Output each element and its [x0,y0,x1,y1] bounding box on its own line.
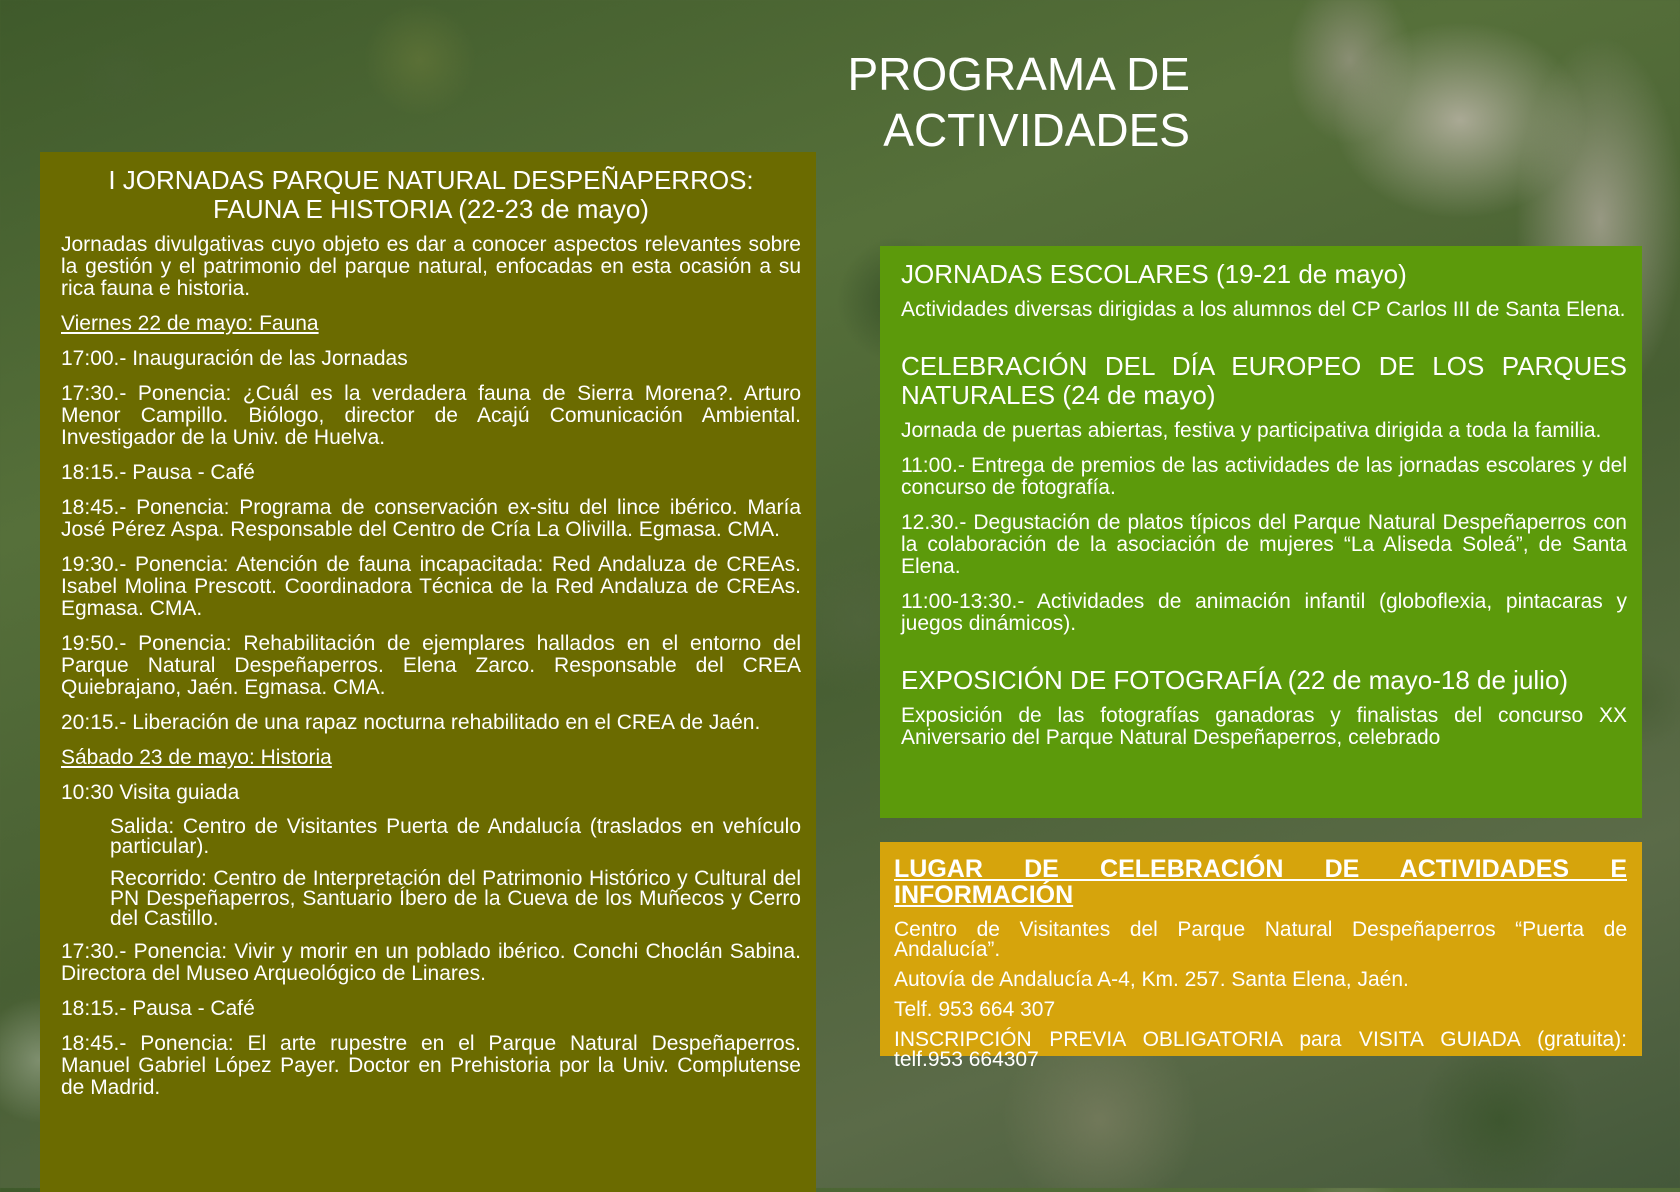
schedule-subitem: Recorrido: Centro de Interpretación del Patrimonio Histórico y Cultural del PN Despeñaperros, Santuario Íbero de la Cueva de los Muñecos y Cerro del Castillo. [110,867,801,930]
events-panel [880,246,1642,818]
day-2-heading: Sábado 23 de mayo: Historia [61,746,332,769]
schedule-item: 18:45.- Ponencia: El arte rupestre en el Parque Natural Despeñaperros. Manuel Gabriel López Payer. Doctor en Prehistoria por la Univ. Complutense de Madrid. [61,1032,801,1099]
location-phone: Telf. 953 664 307 [894,998,1056,1021]
schedule-item: 18:15.- Pausa - Café [61,461,255,484]
schedule-item: 17:30.- Ponencia: Vivir y morir en un poblado ibérico. Conchi Choclán Sabina. Directora del Museo Arqueológico de Linares. [61,940,801,985]
location-address: Autovía de Andalucía A-4, Km. 257. Santa Elena, Jaén. [894,968,1409,991]
spacer [901,334,1627,352]
title-line-1: PROGRAMA DE [847,48,1190,100]
day-1-heading: Viernes 22 de mayo: Fauna [61,312,319,335]
jornadas-heading-line-1: I JORNADAS PARQUE NATURAL DESPEÑAPERROS: [108,165,754,195]
dia-europeo-item: 11:00.- Entrega de premios de las actividades de las jornadas escolares y del concurso de fotografía. [901,454,1627,499]
location-heading: LUGAR DE CELEBRACIÓN DE ACTIVIDADES E INFORMACIÓN [894,855,1627,909]
schedule-item: 17:00.- Inauguración de las Jornadas [61,347,408,370]
schedule-subitem: Salida: Centro de Visitantes Puerta de Andalucía (traslados en vehículo particular). [110,815,801,858]
spacer [901,648,1627,666]
schedule-item: 20:15.- Liberación de una rapaz nocturna rehabilitado en el CREA de Jaén. [61,711,761,734]
jornadas-escolares-text: Actividades diversas dirigidas a los alumnos del CP Carlos III de Santa Elena. [901,298,1626,321]
schedule-item: 18:45.- Ponencia: Programa de conservación ex-situ del lince ibérico. María José Pérez Aspa. Responsable del Centro de Cría La Olivilla. Egmasa. CMA. [61,496,801,541]
schedule-item: 18:15.- Pausa - Café [61,997,255,1020]
schedule-item: 17:30.- Ponencia: ¿Cuál es la verdadera fauna de Sierra Morena?. Arturo Menor Campillo. Biólogo, director de Acajú Comunicación Ambiental. Investigador de la Univ. de Huelva. [61,382,801,449]
schedule-item: 19:30.- Ponencia: Atención de fauna incapacitada: Red Andaluza de CREAs. Isabel Molina Prescott. Coordinadora Técnica de la Red Andaluza de CREAs. Egmasa. CMA. [61,553,801,620]
jornadas-heading [61,166,801,224]
title-line-2: ACTIVIDADES [883,104,1190,156]
exposicion-heading: EXPOSICIÓN DE FOTOGRAFÍA (22 de mayo-18 de julio) [901,665,1569,695]
jornadas-intro: Jornadas divulgativas cuyo objeto es dar a conocer aspectos relevantes sobre la gestión y el patrimonio del parque natural, enfocadas en esta ocasión a su rica fauna e historia. [61,233,801,300]
jornadas-heading-line-2: FAUNA E HISTORIA (22-23 de mayo) [213,194,649,224]
dia-europeo-item: 11:00-13:30.- Actividades de animación infantil (globoflexia, pintacaras y juegos dinámicos). [901,590,1627,635]
dia-europeo-heading: CELEBRACIÓN DEL DÍA EUROPEO DE LOS PARQUES NATURALES (24 de mayo) [901,351,1627,410]
schedule-item: 19:50.- Ponencia: Rehabilitación de ejemplares hallados en el entorno del Parque Natural Despeñaperros. Elena Zarco. Responsable del CREA Quiebrajano, Jaén. Egmasa. CMA. [61,632,801,699]
exposicion-text: Exposición de las fotografías ganadoras y finalistas del concurso XX Aniversario del Parque Natural Despeñaperros, celebrado [901,704,1627,749]
schedule-item: 10:30 Visita guiada [61,781,240,804]
dia-europeo-text: Jornada de puertas abiertas, festiva y participativa dirigida a toda la familia. [901,419,1602,442]
jornadas-fauna-historia-panel [40,152,816,1192]
jornadas-escolares-heading: JORNADAS ESCOLARES (19-21 de mayo) [901,259,1407,289]
registration-notice: INSCRIPCIÓN PREVIA OBLIGATORIA para VISITA GUIADA (gratuita): telf.953 664307 [894,1028,1627,1071]
location-info-panel [880,842,1642,1071]
dia-europeo-item: 12.30.- Degustación de platos típicos del Parque Natural Despeñaperros con la colaboración de la asociación de mujeres “La Aliseda Soleá”, de Santa Elena. [901,511,1627,578]
location-name: Centro de Visitantes del Parque Natural Despeñaperros “Puerta de Andalucía”. [894,918,1627,961]
page-title [790,46,1190,158]
